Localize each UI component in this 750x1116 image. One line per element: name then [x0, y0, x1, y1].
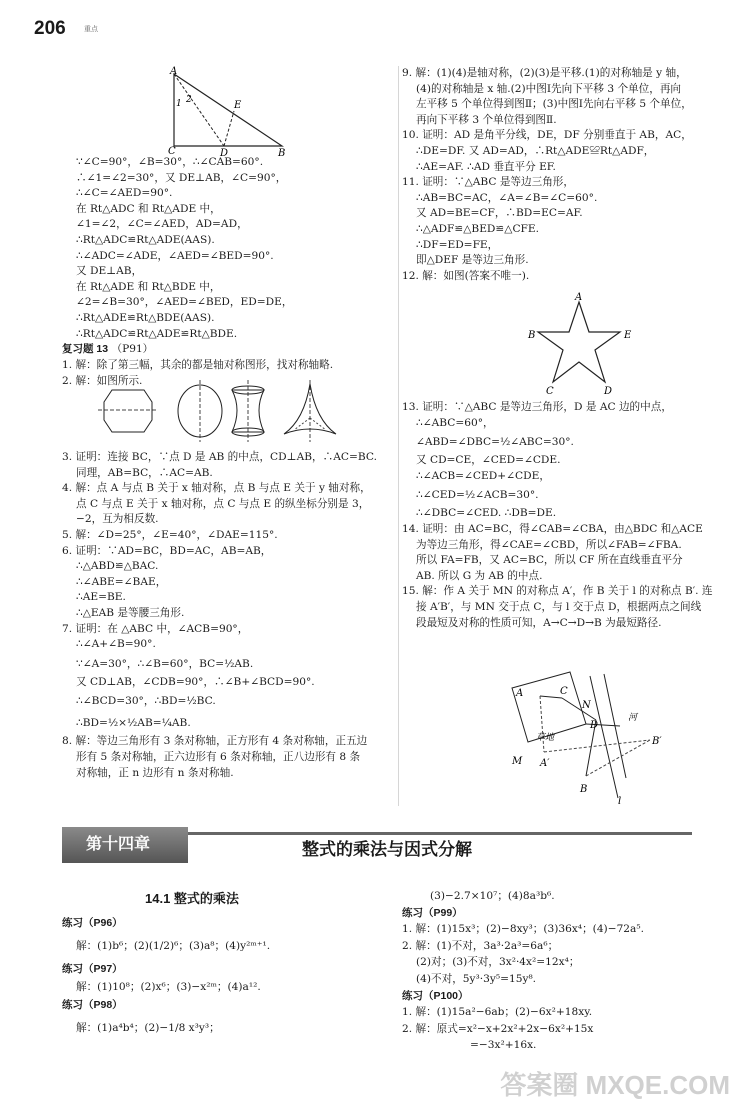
text-line: 再向下平移 3 个单位得到图Ⅱ.: [416, 113, 557, 126]
text-line: 所以 FA=FB，又 AC=BC，所以 CF 所在直线垂直平分: [416, 554, 683, 567]
column-divider: [398, 66, 399, 806]
text-line: (2)对；(3)不对，3x²·4x²=12x⁴；: [416, 956, 580, 969]
text-line: 又 CD=CE，∠CED=∠CDE.: [416, 454, 561, 467]
svg-text:C: C: [168, 146, 176, 156]
text-line: ∴∠1=∠2=30°，又 DE⊥AB，∠C=90°，: [76, 171, 287, 184]
text-line: ∴AE=BE.: [76, 591, 126, 604]
svg-text:E: E: [234, 100, 242, 111]
symmetry-figures: [98, 380, 368, 442]
text-line: ∠ABD=∠DBC=½∠ABC=30°.: [416, 436, 574, 449]
text-line: 4. 解：点 A 与点 B 关于 x 轴对称，点 B 与点 E 关于 y 轴对称，: [62, 482, 371, 495]
text-line: 13. 证明：∵△ABC 是等边三角形，D 是 AC 边的中点，: [402, 401, 672, 413]
svg-text:D: D: [220, 148, 229, 156]
text-line: ∴∠ADC=∠ADE，∠AED=∠BED=90°.: [76, 249, 274, 262]
svg-text:A: A: [516, 688, 524, 699]
text-line: 在 Rt△ADE 和 Rt△BDE 中，: [76, 280, 221, 293]
text-line: ∴△EAB 是等腰三角形.: [76, 606, 185, 619]
svg-text:A′: A′: [540, 758, 550, 769]
section-title: 14.1 整式的乘法: [145, 891, 239, 906]
text-line: ∴∠ABE=∠BAE，: [76, 575, 167, 588]
text-line: 又 CD⊥AB，∠CDB=90°，∴∠B+∠BCD=90°.: [76, 675, 315, 688]
svg-text:B: B: [528, 330, 536, 341]
text-line: ∴DE=DF. 又 AD=AD，∴Rt△ADE≌Rt△ADF，: [416, 144, 655, 157]
star-figure: [520, 290, 638, 398]
exercise-heading: 练习（P98）: [62, 999, 123, 1011]
text-line: 2. 解：如图所示.: [62, 374, 143, 387]
text-line: ∴∠DBC=∠CED. ∴DB=DE.: [416, 507, 557, 520]
text-line: ∴∠ACB=∠CED+∠CDE，: [416, 469, 550, 482]
text-line: 5. 解：∠D=25°，∠E=40°，∠DAE=115°.: [62, 528, 278, 541]
text-line: ∴Rt△ADE≌Rt△BDE(AAS).: [76, 311, 215, 324]
svg-text:A: A: [170, 66, 178, 77]
text-line: 解：(1)a⁴b⁴；(2)−1/8 x³y³；: [76, 1022, 220, 1034]
text-line: ∴BD=½×½AB=¼AB.: [76, 717, 191, 730]
svg-text:草地: 草地: [536, 733, 555, 743]
text-line: 1. 解：(1)15a²−6ab；(2)−6x²+18xy.: [402, 1006, 593, 1019]
text-line: 在 Rt△ADC 和 Rt△ADE 中，: [76, 202, 221, 215]
header-note: 重点: [84, 26, 98, 33]
svg-text:l: l: [618, 796, 622, 807]
text-line: 2. 解：原式=x²−x+2x²+2x−6x²+15x: [402, 1022, 594, 1035]
text-line: ∴AE=AF. ∴AD 垂直平分 EF.: [416, 160, 556, 173]
chapter-banner: [62, 827, 692, 863]
text-line: 为等边三角形，得∠CAE=∠CBD，所以∠FAB=∠FBA.: [416, 538, 682, 551]
review-page: （P91）: [111, 343, 154, 355]
text-line: 1. 解：除了第三幅，其余的都是轴对称图形，找对称轴略.: [62, 359, 334, 371]
text-line: 形有 5 条对称轴，正六边形有 6 条对称轴，正八边形有 8 条: [76, 750, 361, 763]
text-line: ∠2=∠B=30°，∠AED=∠BED，ED=DE，: [76, 296, 293, 309]
review-heading: [62, 342, 153, 358]
text-line: 解：(1)b⁶；(2)(1/2)⁶；(3)a⁸；(4)y²ᵐ⁺¹.: [76, 940, 271, 952]
page-number: 206: [34, 18, 66, 39]
text-line: (4)的对称轴是 x 轴.(2)中图Ⅰ先向下平移 3 个单位，再向: [416, 82, 682, 95]
review-title: 复习题 13: [62, 343, 109, 355]
text-line: ∴∠C=∠AED=90°.: [76, 187, 173, 200]
svg-text:B: B: [580, 784, 588, 795]
svg-text:C: C: [560, 686, 568, 697]
text-line: 12. 解：如图(答案不唯一).: [402, 269, 530, 282]
exercise-heading: 练习（P99）: [402, 906, 463, 919]
text-line: 即△DEF 是等边三角形.: [416, 254, 529, 267]
text-line: 对称轴，正 n 边形有 n 条对称轴.: [76, 766, 234, 779]
text-line: 9. 解：(1)(4)是轴对称，(2)(3)是平移.(1)的对称轴是 y 轴，: [402, 67, 687, 79]
text-line: ∴Rt△ADC≌Rt△ADE(AAS).: [76, 233, 215, 246]
svg-text:B: B: [278, 148, 286, 156]
chapter-title: 整式的乘法与因式分解: [302, 840, 472, 859]
watermark: 答案圈 MXQE.COM: [500, 1070, 730, 1100]
svg-text:D: D: [590, 720, 599, 731]
exercise-heading: 练习（P100）: [402, 989, 469, 1002]
text-line: 接 A′B′，与 MN 交于点 C，与 l 交于点 D，根据两点之间线: [416, 600, 702, 613]
text-line: ∴DF=ED=FE，: [416, 238, 499, 251]
text-line: 10. 证明：AD 是角平分线，DE，DF 分别垂直于 AB，AC，: [402, 129, 692, 142]
text-line: 同理，AB=BC，∴AC=AB.: [76, 466, 213, 479]
svg-text:1: 1: [176, 99, 182, 109]
bottom-right-block: [402, 888, 644, 1054]
text-line: 8. 解：等边三角形有 3 条对称轴，正方形有 4 条对称轴，正五边: [62, 735, 368, 748]
svg-text:河: 河: [628, 713, 638, 723]
exercise-heading: 练习（P97）: [62, 963, 123, 975]
right-block-1: [402, 66, 692, 284]
text-line: ∴∠A+∠B=90°.: [76, 638, 156, 651]
text-line: −2，互为相反数.: [76, 513, 159, 526]
text-line: 解：(1)10⁸；(2)x⁶；(3)−x²ᵐ；(4)a¹².: [76, 981, 261, 993]
text-line: ∴∠ABC=60°，: [416, 416, 494, 429]
svg-text:D: D: [604, 386, 613, 397]
text-line: 14. 证明：由 AC=BC，得∠CAB=∠CBA，由△BDC 和△ACE: [402, 522, 703, 535]
text-line: ∴△ABD≌△BAC.: [76, 560, 159, 573]
svg-text:E: E: [624, 330, 632, 341]
text-line: 6. 证明：∵AD=BC，BD=AC，AB=AB，: [62, 544, 272, 557]
svg-text:B′: B′: [652, 736, 662, 747]
text-line: 11. 证明：∵△ABC 是等边三角形，: [402, 176, 574, 189]
text-line: ∠1=∠2，∠C=∠AED，AD=AD，: [76, 218, 248, 231]
shortest-path-figure: [500, 668, 680, 808]
text-line: =−3x²+16x.: [470, 1039, 537, 1052]
text-line: ∴AB=BC=AC，∠A=∠B=∠C=60°.: [416, 191, 598, 204]
text-line: 3. 证明：连接 BC，∵点 D 是 AB 的中点，CD⊥AB，∴AC=BC.: [62, 451, 377, 463]
svg-text:C: C: [546, 386, 554, 397]
left-block-2: [62, 450, 377, 781]
svg-text:A: A: [575, 292, 583, 303]
svg-text:M: M: [512, 756, 523, 767]
text-line: 2. 解：(1)不对，3a³·2a³=6a⁶；: [402, 939, 559, 952]
text-line: (4)不对，5y³·3y⁵=15y⁸.: [416, 972, 537, 985]
text-line: ∴∠CED=½∠ACB=30°.: [416, 489, 539, 502]
triangle-figure: [160, 66, 290, 156]
svg-text:2: 2: [186, 95, 192, 105]
text-line: ∴Rt△ADC≌Rt△ADE≌Rt△BDE.: [76, 327, 238, 340]
text-line: 7. 证明：在 △ABC 中，∠ACB=90°，: [62, 622, 249, 635]
text-line: ∴△ADF≌△BED≌△CFE.: [416, 222, 539, 235]
left-block-1: [76, 155, 292, 342]
text-line: ∴∠BCD=30°，∴BD=½BC.: [76, 695, 216, 708]
chapter-tag: 第十四章: [62, 827, 188, 863]
text-line: 左平移 5 个单位得到图Ⅱ；(3)中图Ⅰ先向右平移 5 个单位，: [416, 98, 692, 111]
right-block-2: [402, 400, 713, 631]
bottom-left-block: [62, 914, 270, 1042]
text-line: AB. 所以 G 为 AB 的中点.: [416, 569, 543, 582]
text-line: 段最短及对称的性质可知，A→C→D→B 为最短路径.: [416, 616, 662, 629]
text-line: 15. 解：作 A 关于 MN 的对称点 A′，作 B 关于 l 的对称点 B′. 连: [402, 585, 713, 598]
text-line: ∵∠A=30°，∴∠B=60°，BC=½AB.: [76, 657, 254, 670]
text-line: ∵∠C=90°，∠B=30°，∴∠CAB=60°.: [76, 156, 264, 168]
text-line: 又 DE⊥AB，: [76, 265, 143, 278]
exercise-heading: 练习（P96）: [62, 917, 123, 929]
text-line: 1. 解：(1)15x³；(2)−8xy³；(3)36x⁴；(4)−72a⁵.: [402, 923, 644, 936]
text-line: 又 AD=BE=CF，∴BD=EC=AF.: [416, 207, 583, 220]
text-line: (3)−2.7×10⁷；(4)8a³b⁶.: [430, 890, 555, 902]
text-line: 点 C 与点 E 关于 x 轴对称，点 C 与点 E 的纵坐标分别是 3，: [76, 497, 370, 510]
svg-text:N: N: [582, 700, 591, 711]
